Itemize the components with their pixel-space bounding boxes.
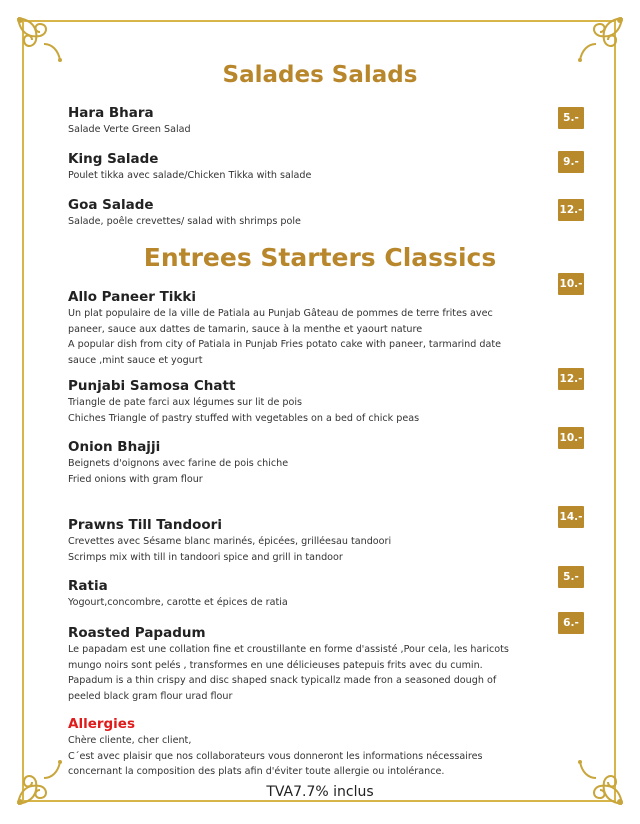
menu-item: [68, 577, 528, 611]
price-badge: 14.-: [558, 506, 584, 528]
ornament-corner-icon: [14, 756, 66, 808]
allergies-text: C´est avec plaisir que nos collaborateurs vous donneront les informations nécessaires: [68, 750, 483, 762]
dish-description: Un plat populaire de la ville de Patiala au Punjab Gâteau de pommes de terre frites avec: [68, 308, 493, 319]
menu-item: [68, 624, 528, 704]
menu-item: [68, 196, 528, 230]
menu-item: [68, 288, 528, 368]
menu-item: [68, 377, 528, 426]
dish-name: Allo Paneer Tikki: [68, 289, 197, 305]
dish-name: Ratia: [68, 578, 108, 594]
dish-name: Hara Bhara: [68, 105, 154, 121]
price-badge: 5.-: [558, 107, 584, 129]
dish-description: Fried onions with gram flour: [68, 473, 203, 485]
allergies-note: [68, 715, 538, 780]
menu-item: [68, 150, 528, 184]
price-badge: 9.-: [558, 151, 584, 173]
dish-name: Punjabi Samosa Chatt: [68, 378, 236, 394]
dish-description: Salade, poêle crevettes/ salad with shrimps pole: [68, 216, 301, 227]
menu-item: [68, 104, 528, 138]
menu-item: [68, 438, 528, 487]
section-title-starters: Entrees Starters Classics: [143, 243, 497, 272]
price-badge: 12.-: [558, 199, 584, 221]
allergies-text: Chère cliente, cher client,: [68, 735, 192, 746]
dish-description: Beignets d'oignons avec farine de pois chiche: [68, 458, 289, 469]
allergies-text: concernant la composition des plats afin d'éviter toute allergie ou intolérance.: [68, 766, 445, 777]
dish-description: Chiches Triangle of pastry stuffed with vegetables on a bed of chick peas: [68, 412, 420, 424]
dish-name: Onion Bhajji: [68, 439, 161, 455]
dish-description: Salade Verte Green Salad: [68, 124, 191, 135]
dish-description: Crevettes avec Sésame blanc marinés, épicées, grilléesau tandoori: [68, 536, 392, 547]
price-badge: 5.-: [558, 566, 584, 588]
dish-name: Prawns Till Tandoori: [68, 517, 222, 533]
ornament-corner-icon: [14, 14, 66, 66]
dish-description: Yogourt,concombre, carotte et épices de ratia: [68, 597, 288, 608]
dish-description: peeled black gram flour urad flour: [68, 690, 233, 702]
dish-description: mungo noirs sont pelés , transformes en une délicieuses patepuis frits avec du cumin.: [68, 659, 483, 671]
dish-description: sauce ,mint sauce et yogurt: [68, 354, 203, 366]
ornament-corner-icon: [574, 756, 626, 808]
section-title-salads: Salades Salads: [222, 62, 418, 88]
price-badge: 6.-: [558, 612, 584, 634]
dish-name: King Salade: [68, 151, 159, 167]
price-badge: 10.-: [558, 427, 584, 449]
dish-description: A popular dish from city of Patiala in Punjab Fries potato cake with paneer, tarmarind date: [68, 339, 502, 350]
price-badge: 10.-: [558, 273, 584, 295]
dish-description: Scrimps mix with till in tandoori spice and grill in tandoor: [68, 551, 343, 563]
ornament-corner-icon: [574, 14, 626, 66]
dish-name: Goa Salade: [68, 197, 154, 213]
dish-description: paneer, sauce aux dattes de tamarin, sauce à la menthe et yaourt nature: [68, 323, 423, 335]
price-badge: 12.-: [558, 368, 584, 390]
dish-description: Triangle de pate farci aux légumes sur lit de pois: [68, 397, 303, 408]
dish-description: Le papadam est une collation fine et croustillante en forme d'assisté ,Pour cela, les haricots: [68, 644, 509, 655]
vat-note: TVA7.7% inclus: [266, 784, 374, 800]
dish-description: Papadum is a thin crispy and disc shaped snack typicallz made fron a seasoned dough of: [68, 675, 497, 686]
allergies-title: Allergies: [68, 716, 135, 732]
dish-name: Roasted Papadum: [68, 625, 206, 641]
dish-description: Poulet tikka avec salade/Chicken Tikka with salade: [68, 170, 312, 181]
menu-item: [68, 516, 528, 565]
